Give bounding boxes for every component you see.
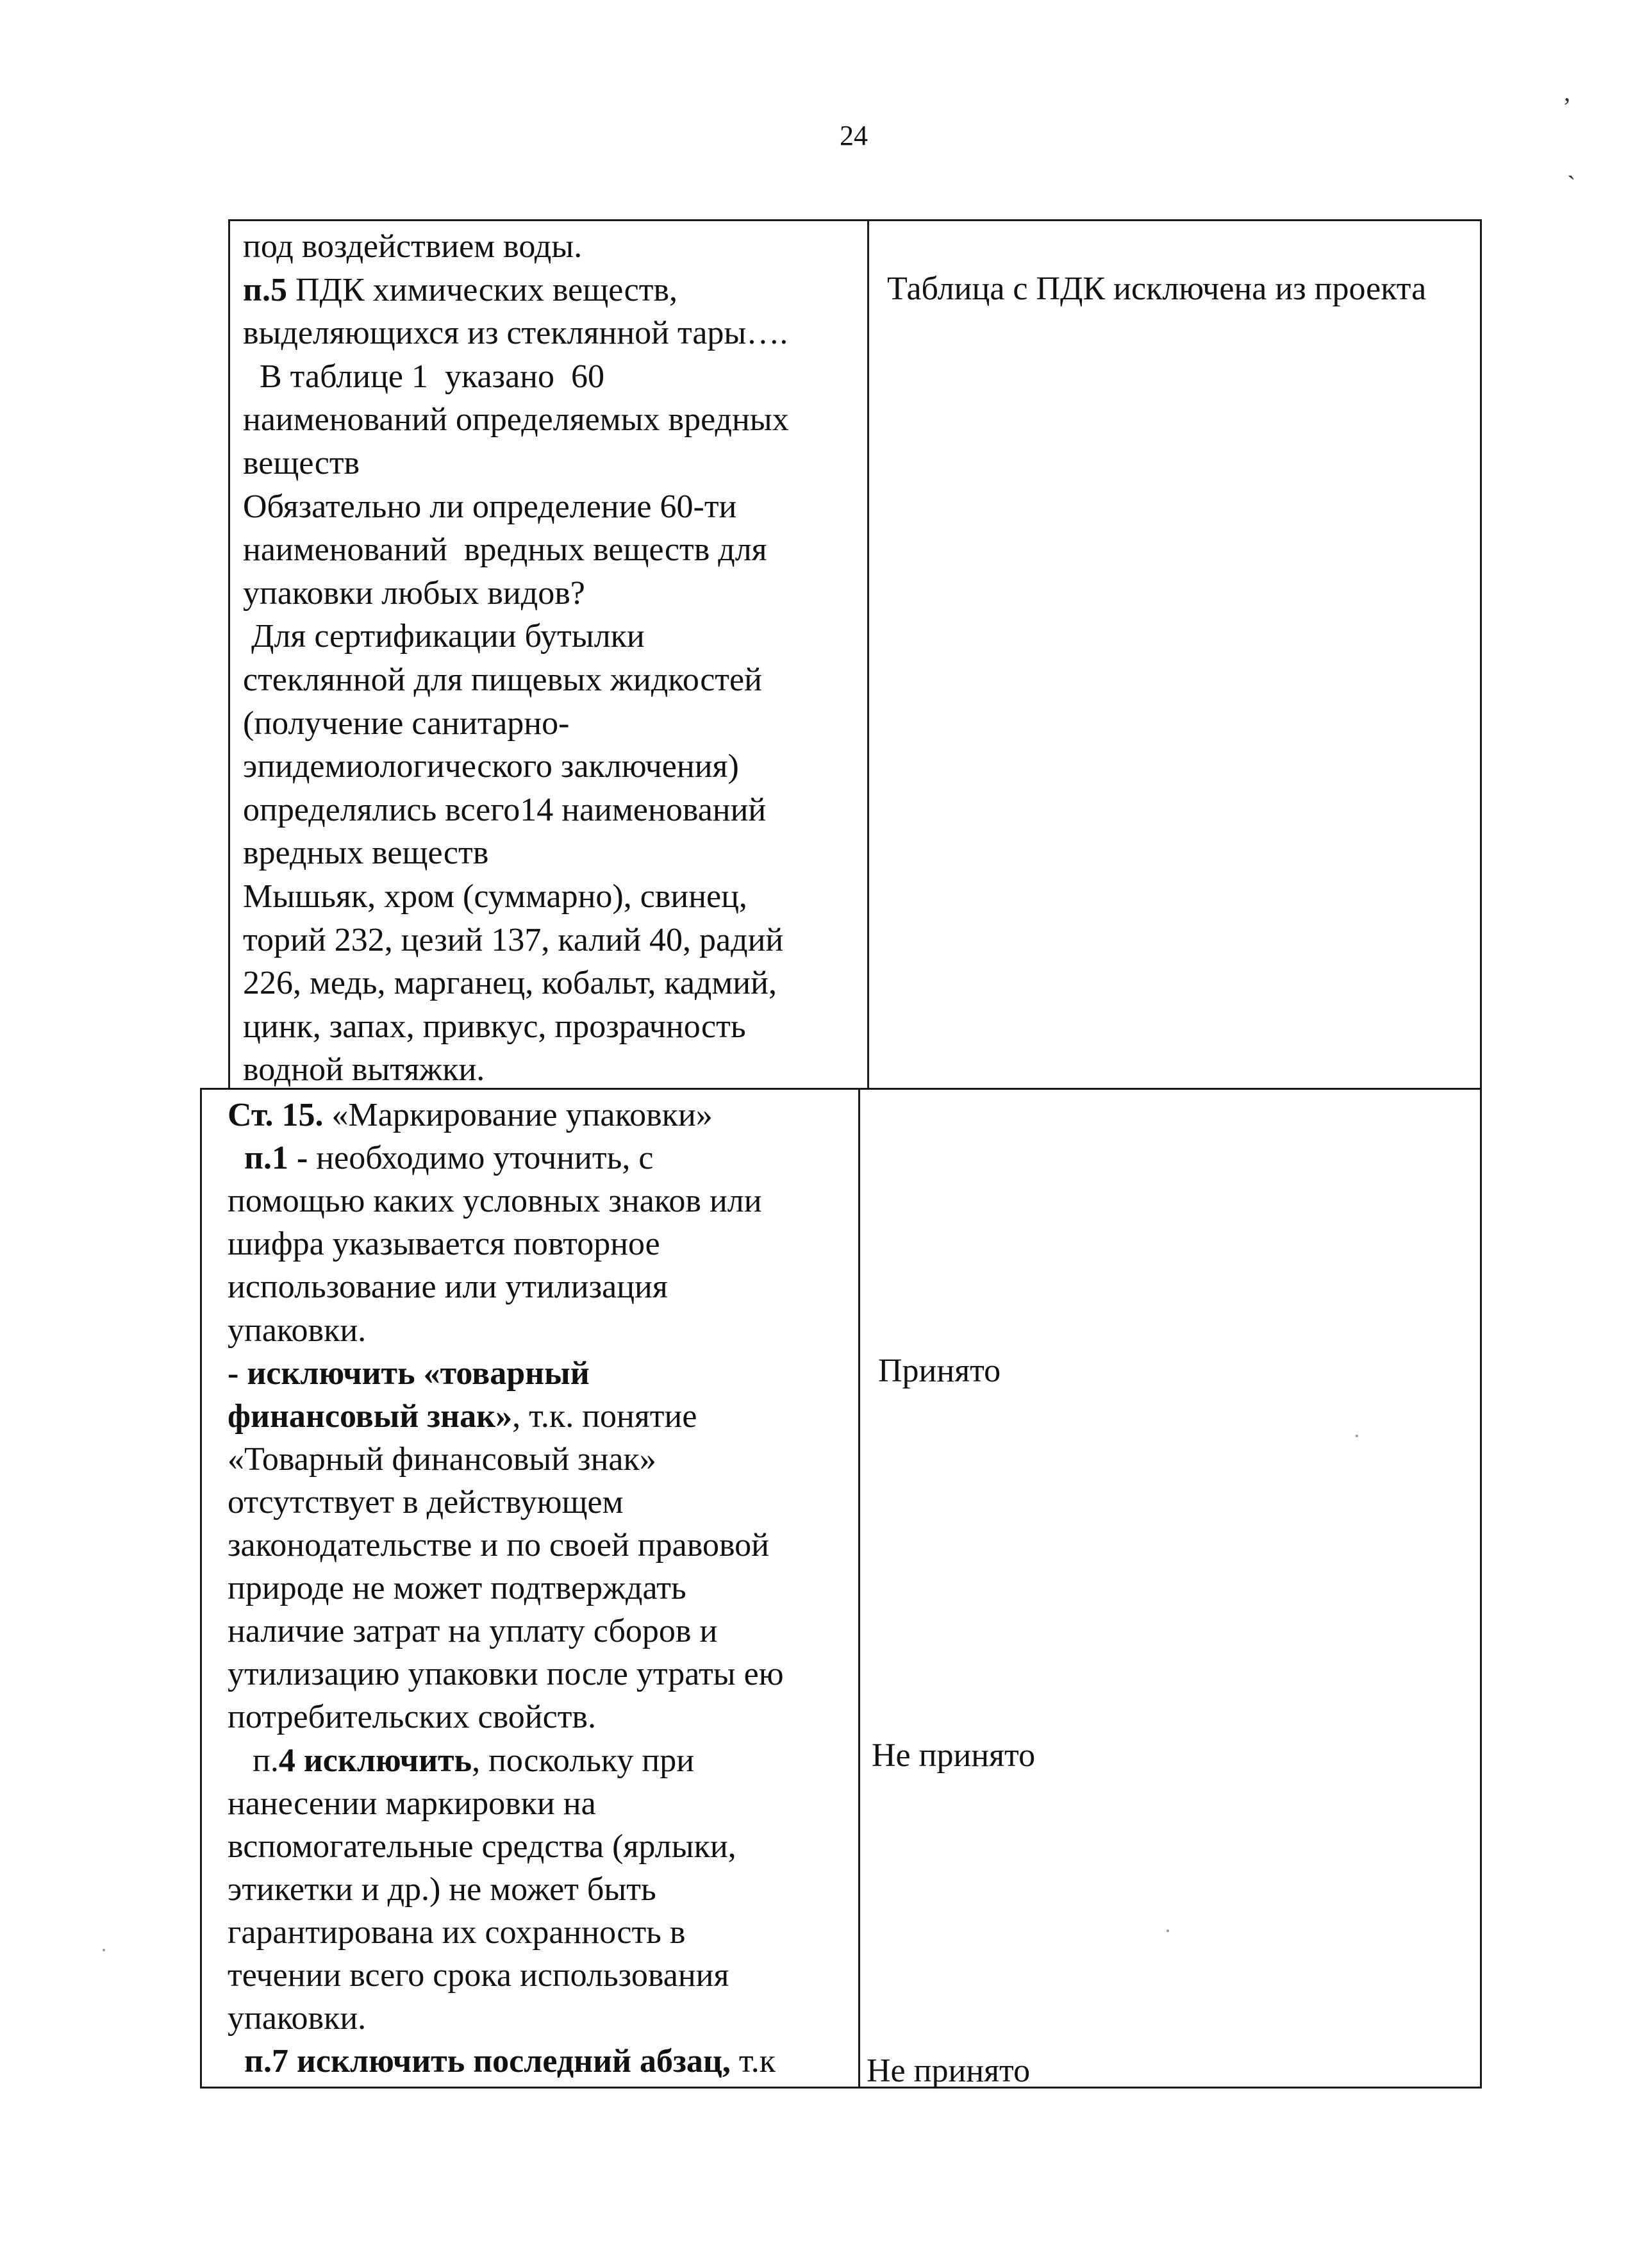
table-row-1	[228, 219, 1482, 1090]
text-line	[243, 880, 747, 913]
text-line	[243, 707, 569, 740]
text-segment: законодательстве и по своей правовой	[228, 1527, 769, 1563]
text-segment: шифра указывается повторное	[228, 1226, 660, 1263]
text-line	[243, 360, 604, 394]
text-segment: выделяющихся из стеклянной тары….	[243, 315, 788, 352]
text-segment: этикетки и др.) не может быть	[228, 1871, 656, 1908]
text-segment: нанесении маркировки на	[228, 1785, 596, 1822]
text-line	[243, 574, 585, 612]
scan-speck	[1167, 1930, 1169, 1932]
text-segment: В таблице 1 указано 60	[243, 358, 604, 395]
text-line	[228, 1959, 729, 1992]
text-segment: упаковки.	[228, 2000, 367, 2037]
page-number: 24	[840, 120, 868, 151]
text-segment: п.	[228, 1742, 279, 1779]
text-segment: (получение санитарно-	[243, 705, 570, 742]
text-line	[243, 921, 784, 958]
text-line	[243, 791, 767, 828]
text-segment: наименований вредных веществ для	[243, 531, 767, 569]
scan-speck	[103, 1949, 105, 1951]
text-line	[228, 1483, 624, 1521]
row1-right-cell	[869, 221, 1480, 1088]
text-segment: цинк, запах, привкус, прозрачность	[243, 1008, 746, 1045]
row1-left-cell	[230, 221, 867, 1088]
text-line	[228, 1916, 685, 1949]
text-segment: Мышьяк, хром (суммарно), свинец,	[243, 878, 747, 915]
text-line	[228, 1099, 713, 1132]
text-line	[243, 447, 360, 480]
text-line	[228, 1529, 769, 1562]
text-segment: потребительских свойств.	[228, 1699, 596, 1736]
text-segment: , т.к. понятие	[512, 1397, 697, 1435]
text-segment: Обязательно ли определение 60-ти	[243, 488, 737, 525]
text-segment: упаковки.	[228, 1312, 367, 1349]
text-line	[228, 1357, 590, 1390]
text-segment: течении всего срока использования	[228, 1957, 729, 1994]
text-segment: Ст. 15.	[228, 1097, 324, 1133]
text-segment: утилизацию упаковки после утраты ею	[228, 1656, 784, 1693]
text-segment: наименований определяемых вредных	[243, 401, 789, 438]
text-line	[228, 1228, 660, 1261]
text-segment: стеклянной для пищевых жидкостей	[243, 662, 762, 698]
scan-mark: ,	[1564, 78, 1570, 106]
text-line	[228, 1572, 686, 1605]
text-segment: 4 исключить	[278, 1742, 472, 1779]
scan-speck	[1356, 1435, 1358, 1437]
text-segment: наличие затрат на уплату сборов и	[228, 1613, 718, 1650]
text-line	[228, 1787, 596, 1821]
row2-right-text-2: Не принято	[872, 1737, 1036, 1774]
text-line	[228, 1397, 697, 1435]
text-segment: Для сертификации бутылки	[243, 618, 645, 655]
text-line	[228, 1271, 668, 1304]
text-segment: эпидемиологического заключения)	[243, 748, 739, 785]
text-line	[243, 230, 582, 263]
text-segment	[228, 2043, 244, 2080]
text-segment: использование или утилизация	[228, 1269, 668, 1306]
row1-right-text: Таблица с ПДК исключена из проекта	[887, 271, 1427, 307]
text-line	[243, 271, 678, 308]
row2-right-text-3: Не принято	[867, 2053, 1031, 2089]
text-line	[243, 1010, 746, 1044]
text-segment	[228, 1140, 244, 1176]
text-line	[228, 1701, 596, 1734]
text-segment: вспомогательные средства (ярлыки,	[228, 1828, 736, 1865]
text-segment: необходимо уточнить, с	[308, 1140, 654, 1177]
text-line	[243, 533, 767, 567]
text-segment: гарантирована их сохранность в	[228, 1914, 686, 1951]
text-segment: финансовый знак»	[228, 1397, 513, 1435]
text-segment: «Товарный финансовый знак»	[228, 1440, 656, 1478]
row2-left-cell	[202, 1090, 858, 2087]
text-line	[243, 837, 488, 870]
text-segment: «Маркирование упаковки»	[323, 1097, 713, 1133]
text-line	[228, 1185, 762, 1218]
text-line	[243, 317, 788, 350]
text-segment: упаковки любых видов?	[243, 574, 585, 612]
text-segment: вредных веществ	[243, 835, 489, 872]
text-segment: 226, медь, марганец, кобальт, кадмий,	[243, 965, 777, 1002]
scan-mark: `	[1567, 171, 1576, 199]
text-segment: природе не может подтверждать	[228, 1570, 686, 1607]
text-segment: п.5	[243, 271, 287, 308]
text-line	[228, 1142, 653, 1175]
text-line	[243, 1053, 485, 1087]
text-segment: помощью каких условных знаков или	[228, 1183, 762, 1220]
text-segment: п.1 -	[244, 1140, 308, 1177]
text-line	[228, 1873, 656, 1906]
text-segment: т.к	[730, 2043, 776, 2080]
text-segment: определялись всего14 наименований	[243, 791, 767, 828]
text-segment: - исключить «товарный	[228, 1355, 590, 1392]
text-line	[228, 1830, 736, 1864]
text-line	[228, 2045, 776, 2078]
text-line	[243, 967, 777, 1000]
text-segment: , поскольку при	[472, 1742, 695, 1779]
text-segment: ПДК химических веществ,	[287, 271, 678, 308]
text-line	[228, 1440, 656, 1478]
text-line	[243, 403, 789, 437]
text-segment: п.7 исключить последний абзац,	[244, 2043, 731, 2080]
table-row-2	[200, 1088, 1482, 2089]
text-line	[228, 1658, 784, 1691]
text-line	[228, 2002, 366, 2035]
text-line	[228, 1314, 366, 1347]
text-line	[243, 620, 645, 653]
text-line	[243, 750, 739, 783]
text-segment: водной вытяжки.	[243, 1051, 485, 1088]
text-segment: торий 232, цезий 137, калий 40, радий	[243, 921, 784, 958]
text-line	[243, 663, 762, 697]
row2-right-text-1: Принято	[878, 1353, 1001, 1389]
text-segment: под воздействием воды.	[243, 228, 583, 265]
text-line	[243, 490, 736, 524]
text-segment: отсутствует в действующем	[228, 1483, 624, 1521]
row2-right-cell	[860, 1090, 1480, 2087]
text-line	[228, 1744, 694, 1778]
text-segment: веществ	[243, 445, 360, 481]
text-line	[228, 1615, 717, 1648]
